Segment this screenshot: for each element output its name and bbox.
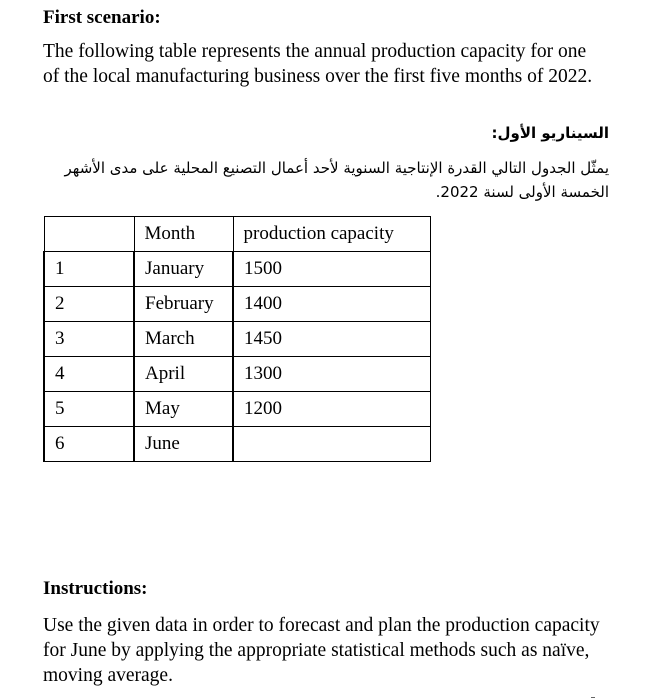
row-month: April — [134, 357, 233, 392]
arabic-description: يمثّل الجدول التالي القدرة الإنتاجية السنوية لأحد أعمال التصنيع المحلية على مدى الأشهر الخمسة الأولى لسنة 2022. — [64, 159, 609, 201]
row-capacity: 1500 — [233, 252, 431, 287]
instructions-heading: Instructions: — [43, 578, 148, 599]
table-row — [44, 322, 431, 357]
intro-paragraph: The following table represents the annual production capacity for one of the local manufacturing business over the first five months of 2022. — [43, 41, 593, 87]
row-month: June — [134, 427, 233, 462]
arabic-title: السيناريو الأول: — [491, 124, 609, 142]
row-index: 4 — [44, 357, 134, 392]
row-capacity: 1450 — [233, 322, 431, 357]
table-row — [44, 287, 431, 322]
row-index: 3 — [44, 322, 134, 357]
instructions-paragraph: Use the given data in order to forecast and plan the production capacity for June by applying the appropriate statistical methods such as naïve, moving average. — [43, 615, 600, 686]
scenario-heading: First scenario: — [43, 7, 161, 28]
row-capacity: 1300 — [233, 357, 431, 392]
table-header-cell: production capacity — [233, 217, 431, 252]
row-capacity: 1200 — [233, 392, 431, 427]
row-index: 2 — [44, 287, 134, 322]
row-month: March — [134, 322, 233, 357]
table-row — [44, 392, 431, 427]
production-table — [43, 216, 431, 462]
row-month: January — [134, 252, 233, 287]
table-header-row — [44, 217, 431, 252]
page-mark — [591, 697, 595, 698]
table-header-cell — [44, 217, 134, 252]
row-index: 1 — [44, 252, 134, 287]
table-row — [44, 427, 431, 462]
row-capacity — [233, 427, 431, 462]
row-index: 6 — [44, 427, 134, 462]
table-row — [44, 252, 431, 287]
row-month: May — [134, 392, 233, 427]
row-month: February — [134, 287, 233, 322]
table-header-cell: Month — [134, 217, 233, 252]
row-capacity: 1400 — [233, 287, 431, 322]
row-index: 5 — [44, 392, 134, 427]
table-row — [44, 357, 431, 392]
